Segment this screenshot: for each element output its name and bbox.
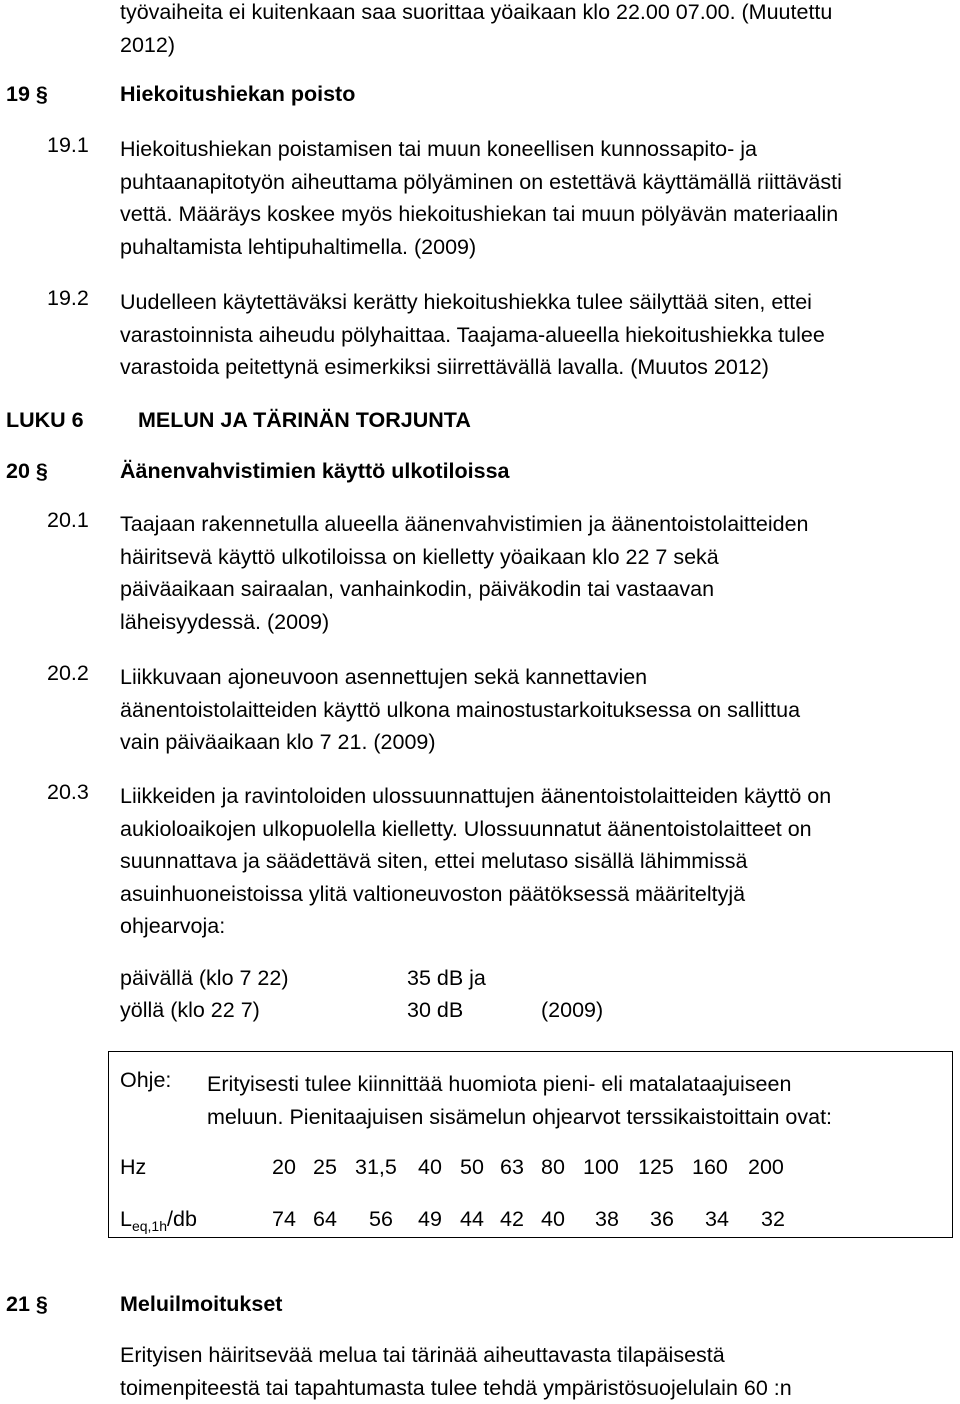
text-line: puhaltamista lehtipuhaltimella. (2009) [120, 234, 477, 259]
hz-value: 50 [460, 1155, 484, 1179]
limit-night-value: 30 dB [407, 998, 464, 1022]
leq-value: 64 [313, 1207, 337, 1231]
text-line: asuinhuoneistoissa ylitä valtioneuvoston päätöksessä määriteltyjä [120, 881, 746, 906]
hz-value: 80 [541, 1155, 565, 1179]
text-line: varastoinnista aiheudu pölyhaittaa. Taajama-alueella hiekoitushiekka tulee [120, 322, 825, 347]
section-20-number: 20 § [6, 459, 48, 483]
text-line: aukioloaikojen ulkopuolella kielletty. Ulossuunnatut äänentoistolaitteet on [120, 816, 812, 841]
chapter-label: LUKU 6 [6, 408, 84, 432]
text-line: Liikkeiden ja ravintoloiden ulossuunnattujen äänentoistolaitteiden käyttö on [120, 784, 832, 808]
guidance-text [207, 1068, 832, 1133]
item-19-2-number: 19.2 [47, 286, 89, 310]
limit-day-value: 35 dB ja [407, 966, 486, 990]
text-line: työvaiheita ei kuitenkaan saa suorittaa yöaikaan klo 22.00 07.00. (Muutettu [120, 0, 833, 24]
chapter-title: MELUN JA TÄRINÄN TORJUNTA [138, 408, 471, 432]
hz-value: 40 [418, 1155, 442, 1179]
hz-value: 200 [748, 1155, 784, 1179]
leq-value: 40 [541, 1207, 565, 1231]
item-20-1-number: 20.1 [47, 508, 89, 532]
text-line: ohjearvoja: [120, 914, 226, 938]
leq-value: 74 [272, 1207, 296, 1231]
paragraph-sign-icon: § [35, 1292, 48, 1316]
item-20-2-text [120, 661, 950, 759]
text-line: vettä. Määräys koskee myös hiekoitushiekan tai muun pölyävän materiaalin [120, 202, 839, 226]
leq-value: 56 [369, 1207, 393, 1231]
text-line: puhtaanapitotyön aiheuttama pölyäminen on estettävä käyttämällä riittävästi [120, 169, 842, 194]
leq-value: 44 [460, 1207, 484, 1231]
guidance-label: Ohje: [120, 1068, 172, 1092]
hz-value: 160 [692, 1155, 728, 1179]
text-line: häiritsevä käyttö ulkotiloissa on kielletty yöaikaan klo 22 7 sekä [120, 544, 719, 569]
item-19-1-number: 19.1 [47, 133, 89, 157]
limit-day-label: päivällä (klo 7 22) [120, 966, 289, 990]
continued-paragraph [120, 0, 950, 61]
text-line: äänentoistolaitteiden käyttö ulkona mainostustarkoituksessa on sallittua [120, 697, 801, 722]
section-20-title: Äänenvahvistimien käyttö ulkotiloissa [120, 459, 510, 483]
text-line: toimenpiteestä tai tapahtumasta tulee tehdä ympäristösuojelulain 60 :n [120, 1375, 792, 1400]
text-line: Erityisen häiritsevää melua tai tärinää aiheuttavasta tilapäisestä [120, 1343, 725, 1367]
hz-value: 25 [313, 1155, 337, 1179]
section-19-number: 19 § [6, 82, 48, 106]
paragraph-sign-icon: § [35, 82, 48, 106]
text-line: meluun. Pienitaajuisen sisämelun ohjearvot terssikaistoittain ovat: [207, 1104, 833, 1129]
limit-night-label: yöllä (klo 22 7) [120, 998, 260, 1022]
text-line: Hiekoitushiekan poistamisen tai muun koneellisen kunnossapito- ja [120, 137, 758, 161]
text-line: 2012) [120, 32, 175, 57]
item-20-1-text [120, 508, 950, 638]
leq-label: $L_{eq,1h}/db$ [120, 1207, 197, 1234]
text-line: suunnattava ja säädettävä siten, ettei melutaso sisällä lähimmissä [120, 849, 748, 873]
paragraph-sign-icon: § [35, 459, 48, 483]
text-line: Taajaan rakennetulla alueella äänenvahvistimien ja äänentoistolaitteiden [120, 512, 809, 536]
text-line: päiväaikaan sairaalan, vanhainkodin, päiväkodin tai vastaavan [120, 577, 715, 601]
section-19-title: Hiekoitushiekan poisto [120, 82, 356, 106]
leq-value: 49 [418, 1207, 442, 1231]
limit-night-note: (2009) [541, 998, 604, 1022]
hz-value: 31,5 [355, 1155, 397, 1179]
item-19-2-text [120, 286, 950, 384]
section-21-text [120, 1339, 950, 1404]
hz-label: Hz [120, 1155, 147, 1179]
section-21-title: Meluilmoitukset [120, 1292, 283, 1316]
text-line: Erityisesti tulee kiinnittää huomiota pieni- eli matalataajuiseen [207, 1072, 792, 1096]
leq-value: 34 [705, 1207, 729, 1231]
leq-value: 36 [650, 1207, 674, 1231]
item-20-3-number: 20.3 [47, 780, 89, 804]
leq-value: 42 [500, 1207, 524, 1231]
text-line: varastoida peitettynä esimerkiksi siirrettävällä lavalla. (Muutos 2012) [120, 355, 769, 379]
leq-value: 38 [595, 1207, 619, 1231]
text-line: läheisyydessä. (2009) [120, 609, 330, 634]
hz-value: 125 [638, 1155, 674, 1179]
item-19-1-text [120, 133, 950, 263]
text-line: Liikkuvaan ajoneuvoon asennettujen sekä kannettavien [120, 665, 648, 689]
leq-value: 32 [761, 1207, 785, 1231]
text-line: Uudelleen käytettäväksi kerätty hiekoitushiekka tulee säilyttää siten, ettei [120, 290, 812, 314]
section-21-number: 21 § [6, 1292, 48, 1316]
item-20-2-number: 20.2 [47, 661, 89, 685]
item-20-3-text [120, 780, 950, 943]
hz-value: 100 [583, 1155, 619, 1179]
hz-value: 63 [500, 1155, 524, 1179]
text-line: vain päiväaikaan klo 7 21. (2009) [120, 730, 436, 754]
hz-value: 20 [272, 1155, 296, 1179]
